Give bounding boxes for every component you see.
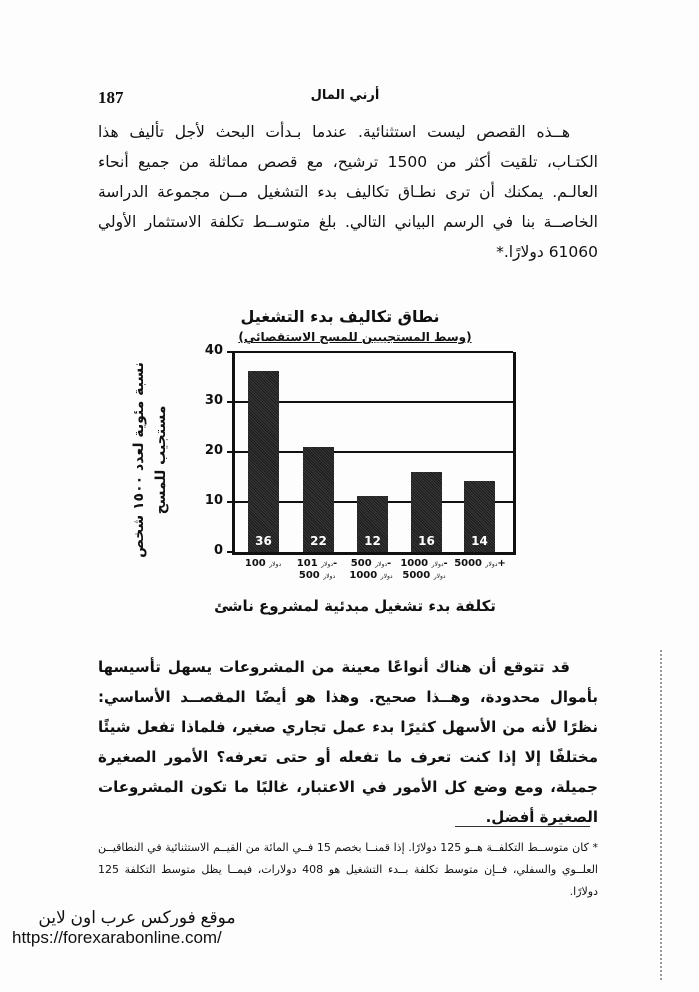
x-tick-line-1: 5000+ [454,558,506,569]
tick-0 [227,551,235,553]
paragraph-text: هــذه القصص ليست استثنائية. عندما بـدأت البحث لأجل تأليف هذا الكتـاب، تلقيت أكثر من 1500 ترشيح، مع قصص مماثلة من جميع أنحاء العالـم. يمكنك أن ترى نطـاق تكاليف بدء التشغيل مــن مجموعة الدراسة الخاصــة بنا في الرسم البياني التالي. بلغ متوســط تكلفة الاستثمار الأولي 61060 دولارًا.* [98,123,598,261]
bar-101-500 [303,447,334,552]
running-head: أرني المال [310,88,380,103]
y-axis-label-line-2: مستجيب للمسح [153,405,169,515]
y-tick: 10 [204,493,223,508]
x-tick-label [233,558,293,570]
x-tick-label [341,558,401,582]
watermark [12,908,312,948]
chart-title: نطاق تكاليف بدء التشغيل [240,307,440,326]
currency-word: دولار [431,561,444,568]
bar-1000-5000 [411,472,442,552]
startup-cost-bar-chart [131,300,550,620]
x-tick-line-1: 500- [350,558,392,569]
bar-value-label: 22 [310,534,327,548]
x-tick-line-2: 5000 [402,570,431,581]
y-axis-label-line-1: نسبة مئوية لعدد ١٥٠٠ شخص [131,362,147,558]
currency-word: دولار [485,561,498,568]
x-tick-line-2: 500 [298,570,320,581]
x-axis-label: تكلفة بدء تشغيل مبدئية لمشروع ناشئ [214,597,496,615]
page-number: 187 [98,88,124,107]
currency-word: دولار [321,561,334,568]
watermark-url[interactable]: https://forexarabonline.com/ [12,928,222,947]
x-tick-label [394,558,454,582]
bar-500-1000 [357,496,388,552]
currency-word: دولار [269,561,282,568]
bar-value-label: 16 [418,534,435,548]
footnote [98,837,598,903]
watermark-site-name: موقع فوركس عرب اون لاين [38,908,236,927]
footnote-divider [455,826,590,827]
chart-subtitle: (وسط المستجيبين للمسح الاستقصائي) [238,330,472,344]
footnote-text: * كان متوســط التكلفــة هــو 125 دولارًا. إذا قمنــا بخصم 15 فــي المائة من القيــم الاستثنائية في النطاقيــن العلــوي والسفلي، فــإن متوسط تكلفة بــدء التشغيل هو 408 دولارات، فيمــا يظل متوسط التكلفة 125 دولارًا. [98,841,598,898]
x-tick-line-2: 1000 [349,570,378,581]
paragraph-text: قد تتوقع أن هناك أنواعًا معينة من المشروعات يسهل تأسيسها بأموال محدودة، وهــذا صحيح. وهذا هو أيضًا المقصــد الأساسي: نظرًا لأنه من الأسهل كثيرًا بدء عمل تجاري صغير، فلماذا تفعل شيئًا مختلفًا إلا إذا كنت تعرف ما تفعله أو حتى تعرفه؟ الأمور الصغيرة جميلة، ومع وضع كل الأمور في الاعتبار، غالبًا ما تكون المشروعات الصغيرة أفضل. [98,658,598,826]
body-paragraph-1 [98,117,598,267]
x-tick-line-1: 101- [296,558,338,569]
bar-value-label: 14 [471,534,488,548]
body-paragraph-2 [98,652,598,832]
bar-value-label: 36 [255,534,272,548]
currency-word: دولار [323,573,336,580]
currency-word: دولار [433,573,446,580]
y-axis-label [128,330,178,590]
y-tick: 30 [204,393,223,408]
bar-5000-plus [464,481,495,552]
y-tick: 0 [213,543,223,558]
x-tick-label [450,558,510,570]
currency-word: دولار [375,561,388,568]
x-tick-label [287,558,347,582]
plot-area [204,343,516,558]
currency-word: دولار [380,573,393,580]
x-tick-line-1: 1000- [400,558,448,569]
bar-value-label: 12 [364,534,381,548]
bar-100 [248,371,279,552]
y-tick: 40 [204,343,223,358]
scan-edge-line [660,650,662,980]
y-tick: 20 [204,443,223,458]
gridline-40 [227,351,513,353]
x-tick-line-1: 100 [244,558,266,569]
